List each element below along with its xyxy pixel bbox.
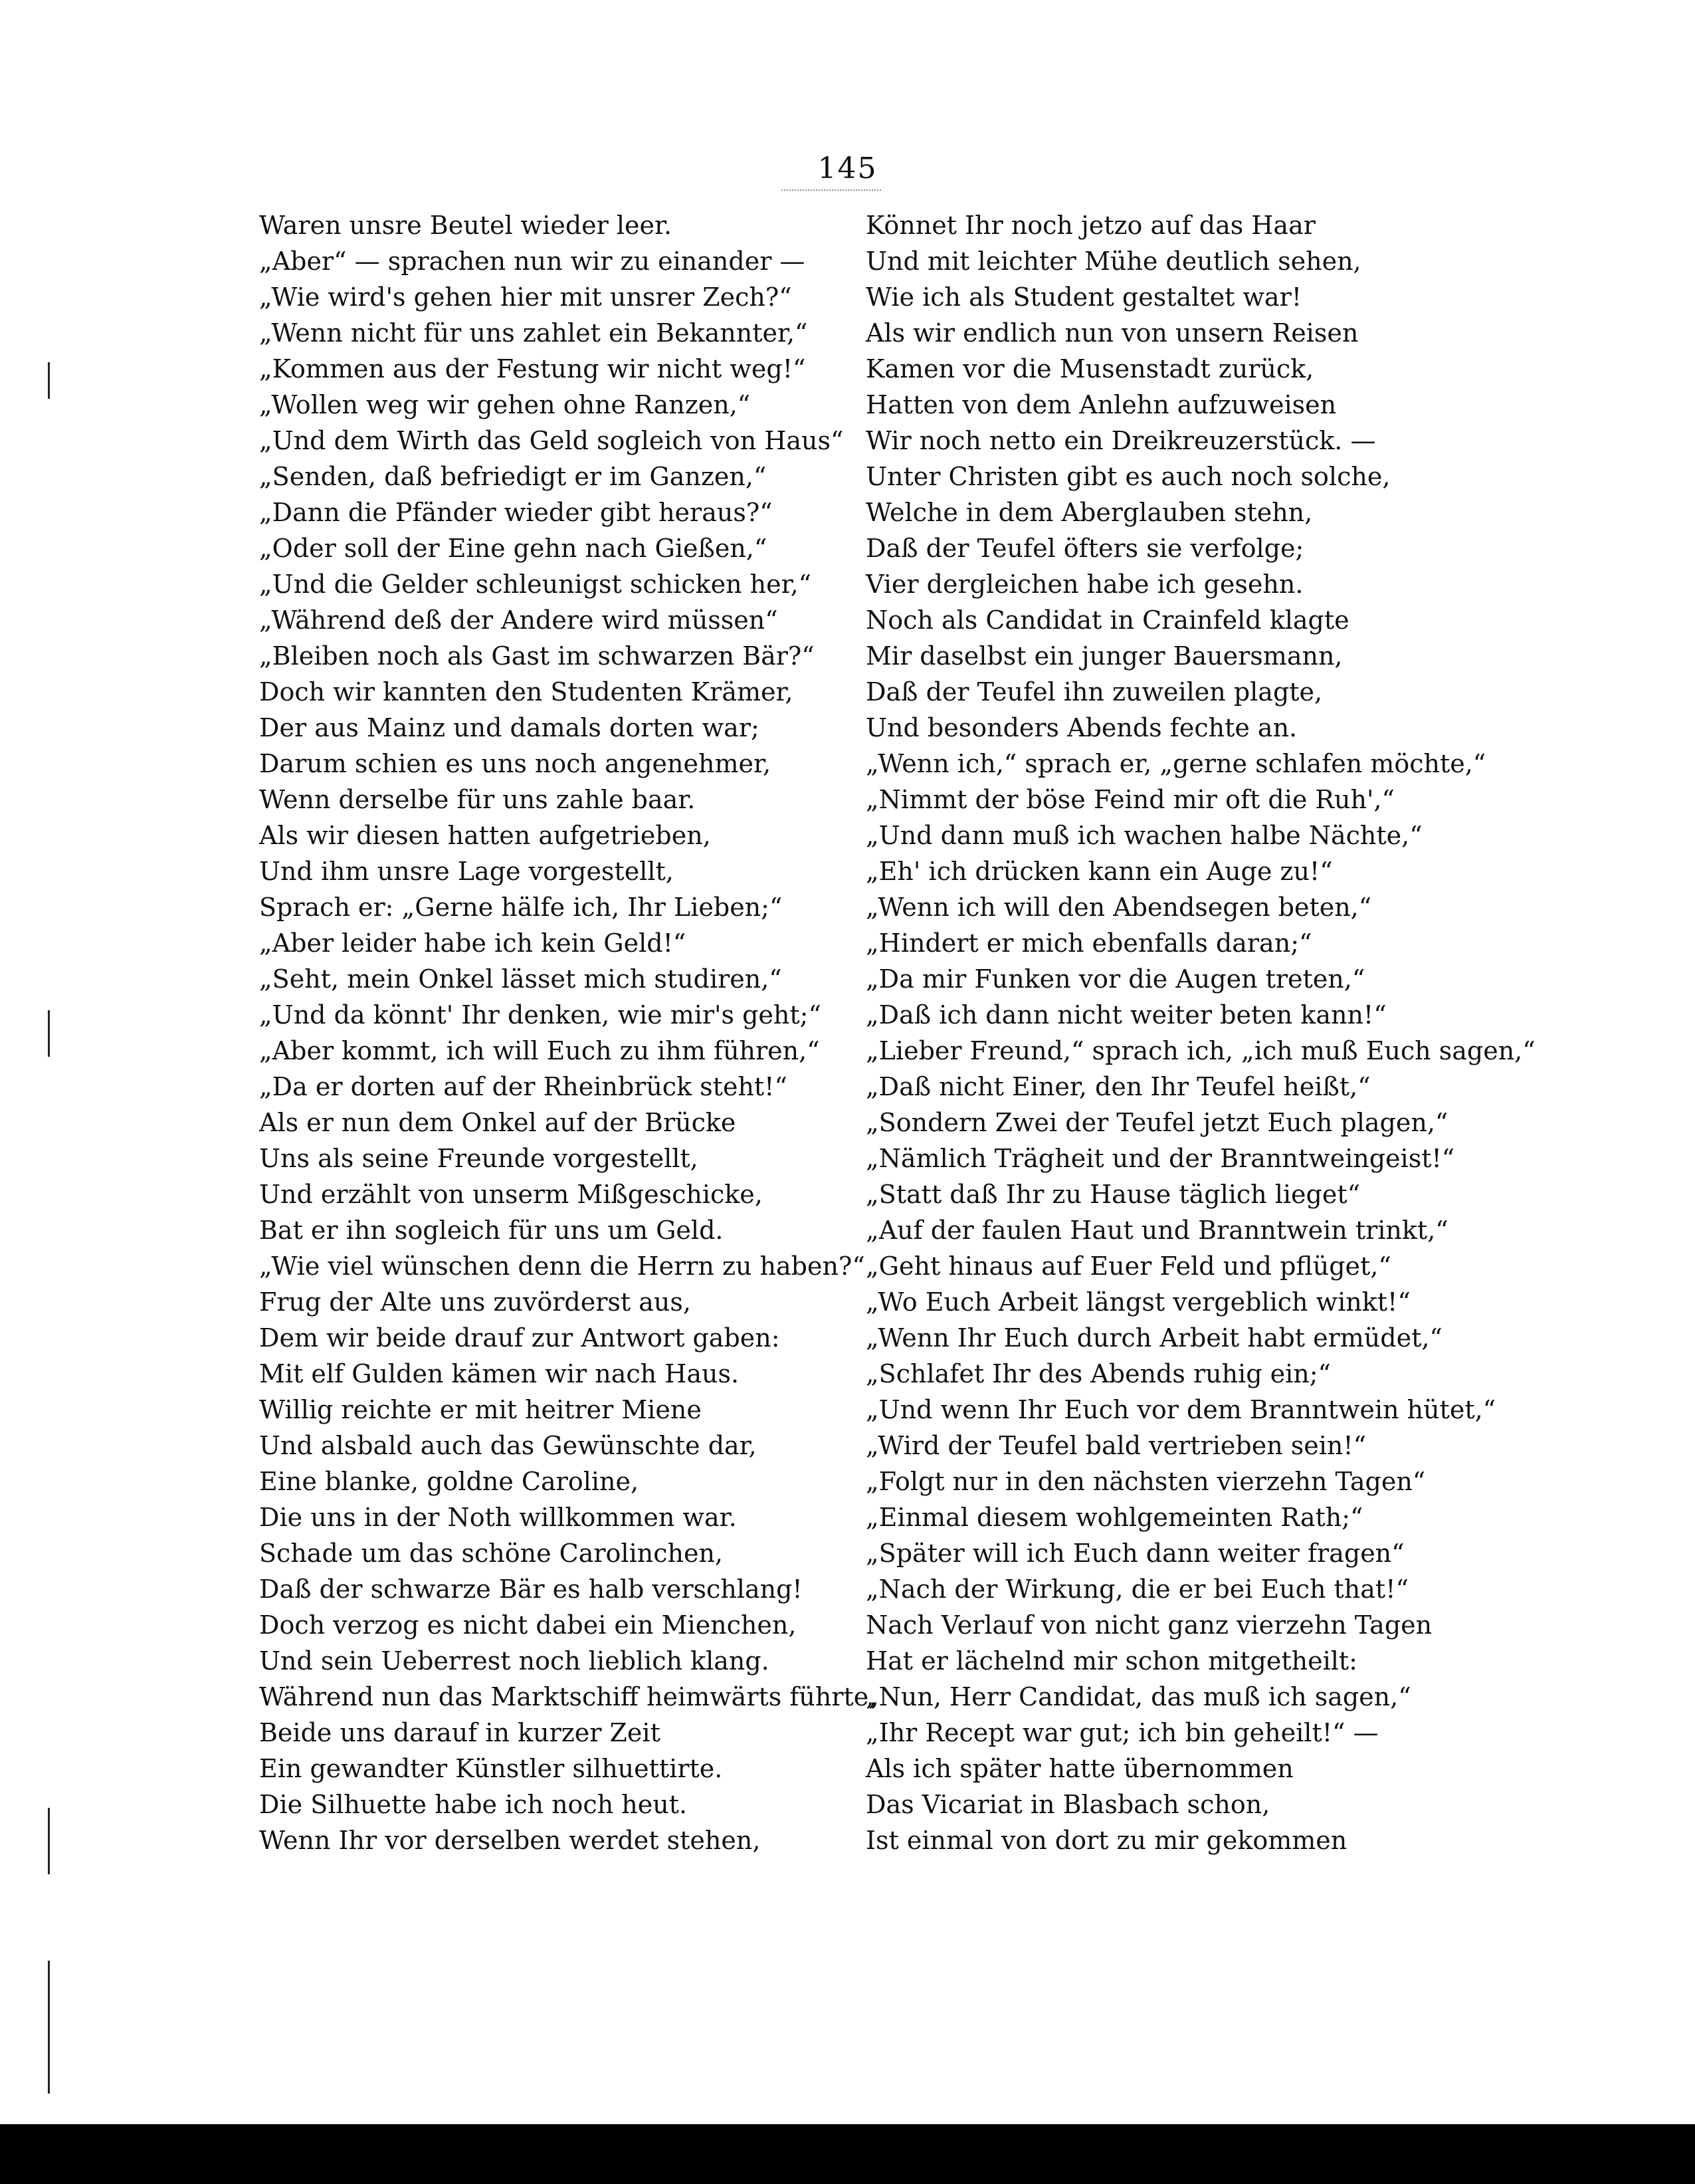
- verse-line: Daß der Teufel öfters sie verfolge;: [866, 534, 1304, 563]
- verse-line: Daß der Teufel ihn zuweilen plagte,: [866, 677, 1323, 707]
- margin-mark: [48, 1010, 50, 1057]
- verse-line: Bat er ihn sogleich für uns um Geld.: [259, 1216, 724, 1245]
- verse-line: Als wir endlich nun von unsern Reisen: [866, 318, 1359, 348]
- verse-line: „Nun, Herr Candidat, das muß ich sagen,“: [866, 1682, 1411, 1711]
- verse-line: „Aber“ — sprachen nun wir zu einander —: [259, 247, 805, 276]
- verse-line: Hatten von dem Anlehn aufzuweisen: [866, 390, 1337, 419]
- verse-line: „Und da könnt' Ihr denken, wie mir's geht;“: [259, 1000, 821, 1030]
- verse-line: Eine blanke, goldne Caroline,: [259, 1467, 639, 1496]
- verse-line: Und sein Ueberrest noch lieblich klang.: [259, 1646, 769, 1676]
- verse-line: Das Vicariat in Blasbach schon,: [866, 1790, 1270, 1819]
- verse-line: Als er nun dem Onkel auf der Brücke: [259, 1108, 736, 1137]
- verse-line: Hat er lächelnd mir schon mitgetheilt:: [866, 1646, 1357, 1676]
- verse-line: Und ihm unsre Lage vorgestellt,: [259, 857, 674, 886]
- verse-line: „Statt daß Ihr zu Hause täglich lieget“: [866, 1180, 1361, 1209]
- verse-line: Wenn derselbe für uns zahle baar.: [259, 785, 696, 814]
- verse-line: Sprach er: „Gerne hälfe ich, Ihr Lieben;“: [259, 893, 783, 922]
- verse-line: „Kommen aus der Festung wir nicht weg!“: [259, 354, 806, 383]
- verse-line: Mit elf Gulden kämen wir nach Haus.: [259, 1359, 740, 1388]
- verse-line: Schade um das schöne Carolinchen,: [259, 1539, 724, 1568]
- verse-line: „Seht, mein Onkel lässet mich studiren,“: [259, 964, 782, 994]
- poem-column-left: [259, 207, 877, 1858]
- verse-line: Nach Verlauf von nicht ganz vierzehn Tagen: [866, 1610, 1433, 1640]
- verse-line: Als ich später hatte übernommen: [866, 1754, 1294, 1783]
- poem-column-right: [866, 207, 1536, 1858]
- verse-line: Vier dergleichen habe ich gesehn.: [866, 570, 1304, 599]
- verse-line: Der aus Mainz und damals dorten war;: [259, 713, 759, 742]
- verse-line: Und erzählt von unserm Mißgeschicke,: [259, 1180, 763, 1209]
- verse-line: „Und die Gelder schleunigst schicken her,“: [259, 570, 812, 599]
- verse-line: „Wenn Ihr Euch durch Arbeit habt ermüdet,“: [866, 1323, 1443, 1353]
- verse-line: Doch wir kannten den Studenten Krämer,: [259, 677, 793, 707]
- verse-line: „Wenn ich will den Abendsegen beten,“: [866, 893, 1372, 922]
- verse-line: „Später will ich Euch dann weiter fragen“: [866, 1539, 1405, 1568]
- verse-line: Könnet Ihr noch jetzo auf das Haar: [866, 211, 1316, 240]
- verse-line: Kamen vor die Musenstadt zurück,: [866, 354, 1314, 383]
- verse-line: Unter Christen gibt es auch noch solche,: [866, 462, 1391, 491]
- verse-line: „Wie wird's gehen hier mit unsrer Zech?“: [259, 282, 792, 312]
- verse-line: „Eh' ich drücken kann ein Auge zu!“: [866, 857, 1333, 886]
- verse-line: „Sondern Zwei der Teufel jetzt Euch plagen,“: [866, 1108, 1448, 1137]
- verse-line: „Lieber Freund,“ sprach ich, „ich muß Euch sagen,“: [866, 1036, 1536, 1065]
- verse-line: „Aber leider habe ich kein Geld!“: [259, 928, 686, 958]
- verse-line: Frug der Alte uns zuvörderst aus,: [259, 1287, 691, 1317]
- margin-mark: [48, 362, 50, 399]
- verse-line: „Bleiben noch als Gast im schwarzen Bär?“: [259, 641, 815, 671]
- verse-line: „Senden, daß befriedigt er im Ganzen,“: [259, 462, 767, 491]
- verse-line: „Wo Euch Arbeit längst vergeblich winkt!“: [866, 1287, 1411, 1317]
- page-number: 145: [817, 152, 878, 185]
- verse-line: „Wollen weg wir gehen ohne Ranzen,“: [259, 390, 751, 419]
- verse-line: Wenn Ihr vor derselben werdet stehen,: [259, 1826, 761, 1855]
- verse-line: Ist einmal von dort zu mir gekommen: [866, 1826, 1347, 1855]
- verse-line: „Oder soll der Eine gehn nach Gießen,“: [259, 534, 767, 563]
- verse-line: „Während deß der Andere wird müssen“: [259, 605, 778, 635]
- verse-line: Beide uns darauf in kurzer Zeit: [259, 1718, 660, 1747]
- verse-line: „Hindert er mich ebenfalls daran;“: [866, 928, 1312, 958]
- verse-line: Waren unsre Beutel wieder leer.: [259, 211, 672, 240]
- verse-line: Mir daselbst ein junger Bauersmann,: [866, 641, 1343, 671]
- verse-line: Als wir diesen hatten aufgetrieben,: [259, 821, 711, 850]
- margin-mark: [48, 1808, 50, 1874]
- verse-line: „Da er dorten auf der Rheinbrück steht!“: [259, 1072, 787, 1101]
- verse-line: Und besonders Abends fechte an.: [866, 713, 1298, 742]
- verse-line: Und alsbald auch das Gewünschte dar,: [259, 1431, 757, 1460]
- verse-line: „Wenn nicht für uns zahlet ein Bekannter,“: [259, 318, 808, 348]
- verse-line: Ein gewandter Künstler silhuettirte.: [259, 1754, 723, 1783]
- scan-bottom-band: [0, 2124, 1695, 2184]
- verse-line: Die uns in der Noth willkommen war.: [259, 1503, 737, 1532]
- verse-line: Wie ich als Student gestaltet war!: [866, 282, 1302, 312]
- verse-line: „Und dem Wirth das Geld sogleich von Haus“: [259, 426, 844, 455]
- verse-line: „Nach der Wirkung, die er bei Euch that!“: [866, 1575, 1409, 1604]
- verse-line: Und mit leichter Mühe deutlich sehen,: [866, 247, 1361, 276]
- verse-line: „Und dann muß ich wachen halbe Nächte,“: [866, 821, 1423, 850]
- verse-line: „Wird der Teufel bald vertrieben sein!“: [866, 1431, 1367, 1460]
- verse-line: „Einmal diesem wohlgemeinten Rath;“: [866, 1503, 1363, 1532]
- verse-line: „Geht hinaus auf Euer Feld und pflüget,“: [866, 1252, 1391, 1281]
- verse-line: Während nun das Marktschiff heimwärts führte,: [259, 1682, 877, 1711]
- verse-line: „Aber kommt, ich will Euch zu ihm führen,“: [259, 1036, 820, 1065]
- verse-line: Wir noch netto ein Dreikreuzerstück. —: [866, 426, 1376, 455]
- verse-line: „Und wenn Ihr Euch vor dem Branntwein hütet,“: [866, 1395, 1496, 1424]
- margin-mark: [48, 1961, 50, 2094]
- page-number-rule: [781, 189, 881, 191]
- verse-line: „Dann die Pfänder wieder gibt heraus?“: [259, 498, 773, 527]
- verse-line: Uns als seine Freunde vorgestellt,: [259, 1144, 698, 1173]
- verse-line: Daß der schwarze Bär es halb verschlang!: [259, 1575, 803, 1604]
- verse-line: „Nimmt der böse Feind mir oft die Ruh',“: [866, 785, 1395, 814]
- verse-line: „Auf der faulen Haut und Branntwein trinkt,“: [866, 1216, 1448, 1245]
- verse-line: „Schlafet Ihr des Abends ruhig ein;“: [866, 1359, 1331, 1388]
- verse-line: „Daß nicht Einer, den Ihr Teufel heißt,“: [866, 1072, 1371, 1101]
- verse-line: Welche in dem Aberglauben stehn,: [866, 498, 1313, 527]
- verse-line: Dem wir beide drauf zur Antwort gaben:: [259, 1323, 780, 1353]
- verse-line: „Wie viel wünschen denn die Herrn zu haben?“: [259, 1252, 865, 1281]
- verse-line: Noch als Candidat in Crainfeld klagte: [866, 605, 1349, 635]
- verse-line: Willig reichte er mit heitrer Miene: [259, 1395, 702, 1424]
- verse-line: „Daß ich dann nicht weiter beten kann!“: [866, 1000, 1387, 1030]
- verse-line: Darum schien es uns noch angenehmer,: [259, 749, 771, 778]
- verse-line: „Da mir Funken vor die Augen treten,“: [866, 964, 1365, 994]
- verse-line: Die Silhuette habe ich noch heut.: [259, 1790, 688, 1819]
- verse-line: „Wenn ich,“ sprach er, „gerne schlafen möchte,“: [866, 749, 1486, 778]
- verse-line: „Folgt nur in den nächsten vierzehn Tagen“: [866, 1467, 1426, 1496]
- verse-line: Doch verzog es nicht dabei ein Mienchen,: [259, 1610, 797, 1640]
- verse-line: „Nämlich Trägheit und der Branntweingeist!“: [866, 1144, 1455, 1173]
- verse-line: „Ihr Recept war gut; ich bin geheilt!“ —: [866, 1718, 1379, 1747]
